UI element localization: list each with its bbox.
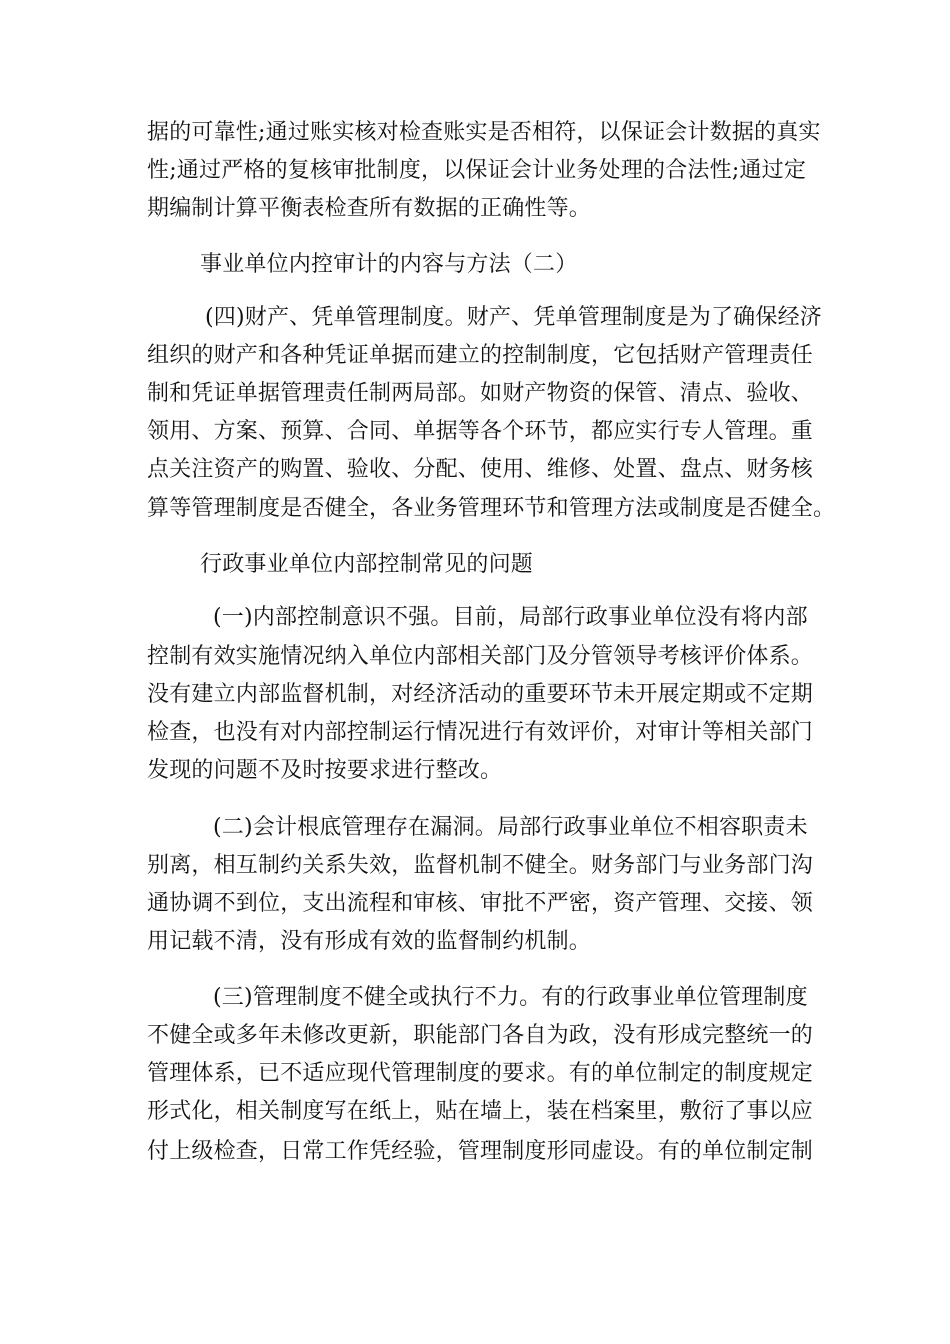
text-line: 不健全或多年未修改更新，职能部门各自为政，没有形成完整统一的 [147, 1023, 814, 1048]
section-heading: 行政事业单位内部控制常见的问题 [200, 552, 534, 577]
text-line: 别离，相互制约关系失效，监督机制不健全。财务部门与业务部门沟 [147, 853, 814, 878]
text-line: 付上级检查，日常工作凭经验，管理制度形同虚设。有的单位制定制 [147, 1139, 814, 1164]
text-line: 发现的问题不及时按要求进行整改。 [147, 758, 503, 783]
text-line: 性;通过严格的复核审批制度，以保证会计业务处理的合法性;通过定 [147, 158, 807, 183]
text-line: 制和凭证单据管理责任制两局部。如财产物资的保管、清点、验收、 [147, 381, 814, 406]
text-line: 管理体系，已不适应现代管理制度的要求。有的单位制定的制度规定 [147, 1061, 814, 1086]
text-line: 组织的财产和各种凭证单据而建立的控制制度，它包括财产管理责任 [147, 343, 814, 368]
text-line: 控制有效实施情况纳入单位内部相关部门及分管领导考核评价体系。 [147, 644, 814, 669]
text-line: (二)会计根底管理存在漏洞。局部行政事业单位不相容职责未 [213, 815, 808, 840]
text-line: 没有建立内部监督机制，对经济活动的重要环节未开展定期或不定期 [147, 682, 814, 707]
text-line: 期编制计算平衡表检查所有数据的正确性等。 [147, 196, 592, 221]
text-line: (三)管理制度不健全或执行不力。有的行政事业单位管理制度 [213, 985, 808, 1010]
text-line: 通协调不到位，支出流程和审核、审批不严密，资产管理、交接、领 [147, 891, 814, 916]
text-line: 算等管理制度是否健全，各业务管理环节和管理方法或制度是否健全。 [147, 496, 836, 521]
text-line: 点关注资产的购置、验收、分配、使用、维修、处置、盘点、财务核 [147, 457, 814, 482]
section-heading: 事业单位内控审计的内容与方法（二） [200, 252, 578, 277]
text-line: 用记载不清，没有形成有效的监督制约机制。 [147, 929, 592, 954]
text-line: (四)财产、凭单管理制度。财产、凭单管理制度是为了确保经济 [205, 305, 822, 330]
text-line: (一)内部控制意识不强。目前，局部行政事业单位没有将内部 [213, 605, 808, 630]
text-line: 领用、方案、预算、合同、单据等各个环节，都应实行专人管理。重 [147, 419, 814, 444]
text-line: 据的可靠性;通过账实核对检查账实是否相符，以保证会计数据的真实 [147, 120, 821, 145]
text-line: 检查，也没有对内部控制运行情况进行有效评价，对审计等相关部门 [147, 720, 814, 745]
text-line: 形式化，相关制度写在纸上，贴在墙上，装在档案里，敷衍了事以应 [147, 1099, 814, 1124]
